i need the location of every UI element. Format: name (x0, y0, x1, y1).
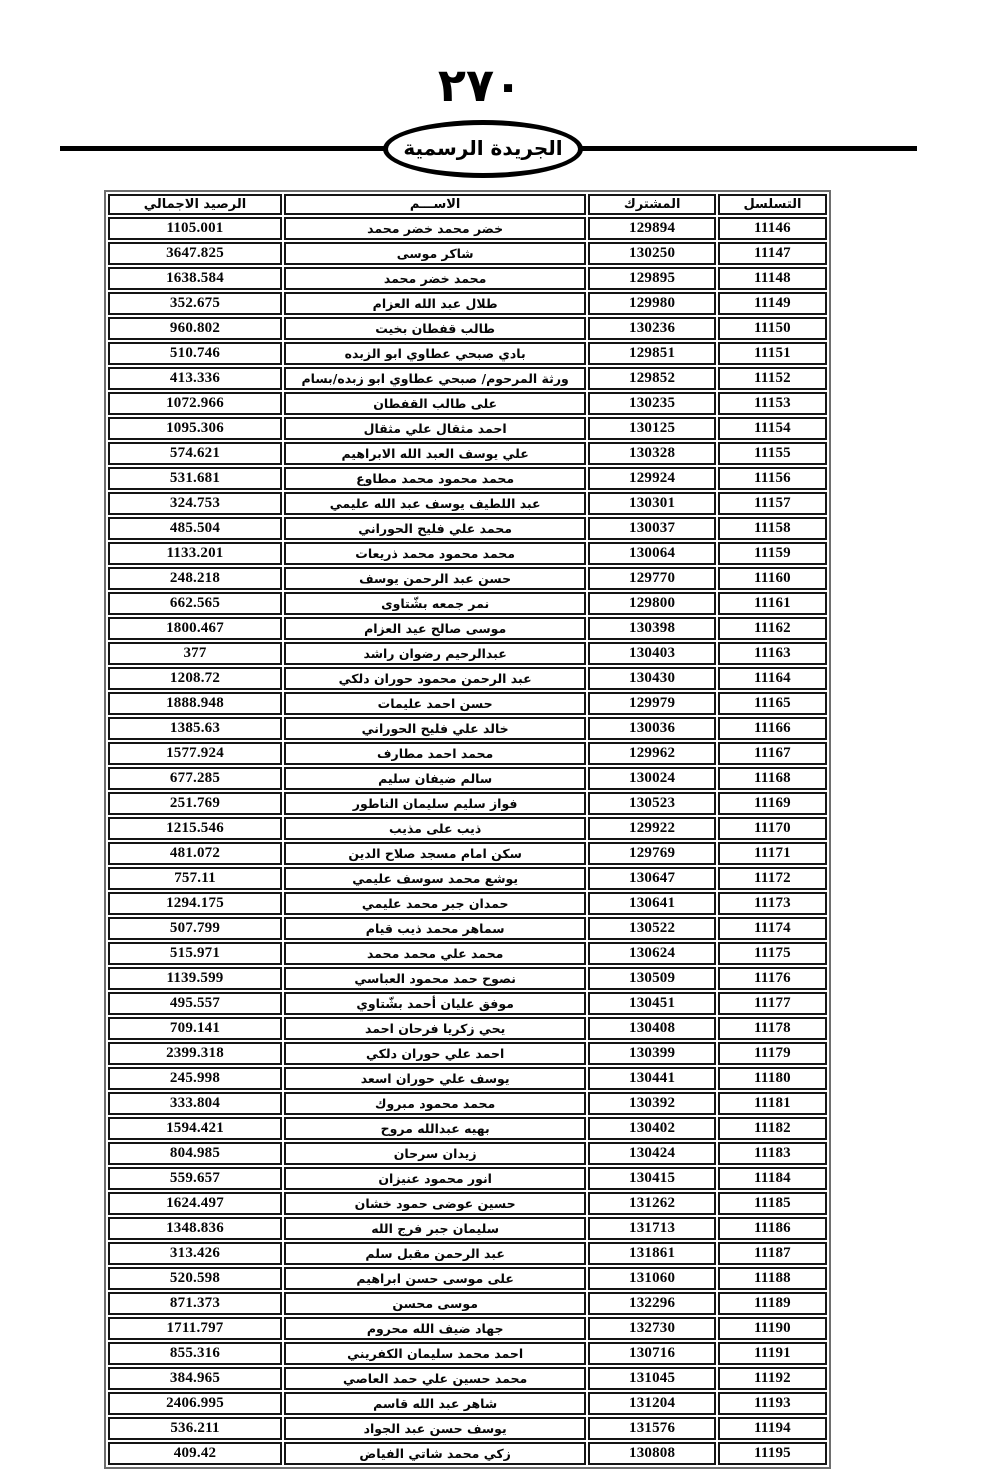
cell-balance: 515.971 (108, 942, 282, 965)
table-row (108, 1092, 827, 1115)
cell-serial: 11195 (718, 1442, 827, 1465)
cell-subscriber: 131861 (588, 1242, 716, 1265)
cell-name: محمد محمود محمد مطاوع (284, 467, 586, 490)
cell-subscriber: 129894 (588, 217, 716, 240)
table-row (108, 217, 827, 240)
cell-serial: 11152 (718, 367, 827, 390)
cell-name: محمد علي محمد محمد (284, 942, 586, 965)
cell-subscriber: 129851 (588, 342, 716, 365)
cell-balance: 1294.175 (108, 892, 282, 915)
cell-balance: 1095.306 (108, 417, 282, 440)
cell-name: سليمان جبر فرج الله (284, 1217, 586, 1240)
table-row (108, 1342, 827, 1365)
cell-name: محمد احمد مطارف (284, 742, 586, 765)
cell-subscriber: 129922 (588, 817, 716, 840)
cell-serial: 11186 (718, 1217, 827, 1240)
cell-name: بهيه عبدالله مروح (284, 1117, 586, 1140)
header-balance: الرصيد الاجمالي (108, 194, 282, 215)
cell-balance: 245.998 (108, 1067, 282, 1090)
cell-name: موسى صالح عيد العزام (284, 617, 586, 640)
cell-name: حمدان جبر محمد عليمي (284, 892, 586, 915)
cell-serial: 11188 (718, 1267, 827, 1290)
table-row (108, 767, 827, 790)
cell-balance: 1348.836 (108, 1217, 282, 1240)
header-row (108, 194, 827, 215)
cell-name: احمد محمد سليمان الكفريني (284, 1342, 586, 1365)
cell-balance: 574.621 (108, 442, 282, 465)
cell-name: موسى محسن (284, 1292, 586, 1315)
cell-serial: 11159 (718, 542, 827, 565)
cell-serial: 11175 (718, 942, 827, 965)
cell-serial: 11170 (718, 817, 827, 840)
table-row (108, 417, 827, 440)
cell-subscriber: 130064 (588, 542, 716, 565)
table-row (108, 292, 827, 315)
table-row (108, 592, 827, 615)
cell-subscriber: 130402 (588, 1117, 716, 1140)
cell-balance: 409.42 (108, 1442, 282, 1465)
cell-serial: 11151 (718, 342, 827, 365)
banner-title: الجريدة الرسمية (403, 136, 563, 160)
cell-balance: 2406.995 (108, 1392, 282, 1415)
cell-subscriber: 130036 (588, 717, 716, 740)
cell-subscriber: 132730 (588, 1317, 716, 1340)
cell-subscriber: 130647 (588, 867, 716, 890)
cell-name: على موسى حسن ابراهيم (284, 1267, 586, 1290)
cell-balance: 248.218 (108, 567, 282, 590)
cell-subscriber: 130408 (588, 1017, 716, 1040)
cell-name: بادي صبحي عطاوي ابو الزبده (284, 342, 586, 365)
table-row (108, 617, 827, 640)
cell-balance: 1800.467 (108, 617, 282, 640)
cell-name: حسن احمد عليمات (284, 692, 586, 715)
cell-serial: 11166 (718, 717, 827, 740)
table-row (108, 967, 827, 990)
cell-balance: 871.373 (108, 1292, 282, 1315)
table-row (108, 792, 827, 815)
cell-subscriber: 130236 (588, 317, 716, 340)
cell-subscriber: 131576 (588, 1417, 716, 1440)
cell-balance: 1624.497 (108, 1192, 282, 1215)
cell-balance: 313.426 (108, 1242, 282, 1265)
table-row (108, 1042, 827, 1065)
cell-serial: 11146 (718, 217, 827, 240)
cell-balance: 559.657 (108, 1167, 282, 1190)
subscribers-table-wrap (104, 190, 831, 1469)
cell-serial: 11158 (718, 517, 827, 540)
table-row (108, 442, 827, 465)
cell-balance: 677.285 (108, 767, 282, 790)
cell-serial: 11149 (718, 292, 827, 315)
cell-name: محمد حسين علي حمد العاصي (284, 1367, 586, 1390)
table-row (108, 692, 827, 715)
table-row (108, 242, 827, 265)
cell-serial: 11157 (718, 492, 827, 515)
cell-balance: 804.985 (108, 1142, 282, 1165)
cell-name: محمد خضر محمد (284, 267, 586, 290)
table-row (108, 642, 827, 665)
cell-subscriber: 130403 (588, 642, 716, 665)
cell-serial: 11163 (718, 642, 827, 665)
cell-name: عبد الرحمن مقبل سلم (284, 1242, 586, 1265)
cell-balance: 251.769 (108, 792, 282, 815)
cell-subscriber: 130808 (588, 1442, 716, 1465)
cell-name: عبد اللطيف يوسف عبد الله عليمي (284, 492, 586, 515)
cell-subscriber: 129895 (588, 267, 716, 290)
cell-name: زكي محمد شاتي الفياض (284, 1442, 586, 1465)
cell-serial: 11190 (718, 1317, 827, 1340)
cell-serial: 11154 (718, 417, 827, 440)
table-row (108, 492, 827, 515)
cell-balance: 1638.584 (108, 267, 282, 290)
cell-balance: 662.565 (108, 592, 282, 615)
cell-balance: 1208.72 (108, 667, 282, 690)
cell-balance: 485.504 (108, 517, 282, 540)
cell-balance: 709.141 (108, 1017, 282, 1040)
cell-balance: 510.746 (108, 342, 282, 365)
cell-serial: 11184 (718, 1167, 827, 1190)
table-row (108, 467, 827, 490)
cell-subscriber: 130037 (588, 517, 716, 540)
cell-subscriber: 129800 (588, 592, 716, 615)
cell-name: انور محمود عنيزان (284, 1167, 586, 1190)
cell-subscriber: 130125 (588, 417, 716, 440)
cell-name: نمر جمعه بشّتاوى (284, 592, 586, 615)
cell-name: خالد علي فليح الحوراني (284, 717, 586, 740)
cell-name: يوشع محمد سوسف عليمي (284, 867, 586, 890)
cell-balance: 1072.966 (108, 392, 282, 415)
cell-balance: 481.072 (108, 842, 282, 865)
table-row (108, 542, 827, 565)
table-row (108, 1167, 827, 1190)
cell-subscriber: 130522 (588, 917, 716, 940)
cell-name: زيدان سرحان (284, 1142, 586, 1165)
cell-serial: 11194 (718, 1417, 827, 1440)
gazette-banner (383, 120, 583, 178)
cell-subscriber: 129769 (588, 842, 716, 865)
cell-name: على طالب القفطان (284, 392, 586, 415)
cell-serial: 11167 (718, 742, 827, 765)
table-row (108, 1442, 827, 1465)
cell-serial: 11147 (718, 242, 827, 265)
cell-name: محمد محمود مبروك (284, 1092, 586, 1115)
table-row (108, 567, 827, 590)
header-name: الاســـم (284, 194, 586, 215)
cell-serial: 11173 (718, 892, 827, 915)
table-row (108, 892, 827, 915)
cell-serial: 11187 (718, 1242, 827, 1265)
cell-balance: 333.804 (108, 1092, 282, 1115)
cell-subscriber: 130415 (588, 1167, 716, 1190)
cell-name: علي يوسف العبد الله الابراهيم (284, 442, 586, 465)
cell-serial: 11189 (718, 1292, 827, 1315)
table-row (108, 267, 827, 290)
cell-name: طلال عبد الله العزام (284, 292, 586, 315)
cell-serial: 11177 (718, 992, 827, 1015)
cell-serial: 11148 (718, 267, 827, 290)
cell-name: سكن امام مسجد صلاح الدين (284, 842, 586, 865)
cell-balance: 377 (108, 642, 282, 665)
cell-serial: 11193 (718, 1392, 827, 1415)
cell-subscriber: 130398 (588, 617, 716, 640)
table-row (108, 917, 827, 940)
cell-serial: 11153 (718, 392, 827, 415)
table-row (108, 1417, 827, 1440)
cell-subscriber: 129979 (588, 692, 716, 715)
cell-serial: 11174 (718, 917, 827, 940)
cell-name: محمد علي فليح الحوراني (284, 517, 586, 540)
cell-name: يحي زكريا فرحان احمد (284, 1017, 586, 1040)
cell-subscriber: 130716 (588, 1342, 716, 1365)
cell-subscriber: 131262 (588, 1192, 716, 1215)
table-row (108, 667, 827, 690)
cell-balance: 324.753 (108, 492, 282, 515)
cell-balance: 1385.63 (108, 717, 282, 740)
table-header (108, 194, 827, 215)
cell-subscriber: 131713 (588, 1217, 716, 1240)
cell-subscriber: 130624 (588, 942, 716, 965)
cell-serial: 11178 (718, 1017, 827, 1040)
cell-serial: 11179 (718, 1042, 827, 1065)
table-row (108, 1217, 827, 1240)
cell-balance: 1133.201 (108, 542, 282, 565)
cell-serial: 11180 (718, 1067, 827, 1090)
cell-balance: 520.598 (108, 1267, 282, 1290)
table-row (108, 742, 827, 765)
cell-serial: 11176 (718, 967, 827, 990)
cell-subscriber: 130451 (588, 992, 716, 1015)
cell-balance: 495.557 (108, 992, 282, 1015)
cell-name: يوسف علي حوران اسعد (284, 1067, 586, 1090)
cell-balance: 757.11 (108, 867, 282, 890)
table-row (108, 1142, 827, 1165)
cell-serial: 11172 (718, 867, 827, 890)
table-row (108, 1267, 827, 1290)
cell-subscriber: 130301 (588, 492, 716, 515)
cell-subscriber: 129924 (588, 467, 716, 490)
cell-subscriber: 130328 (588, 442, 716, 465)
table-row (108, 1117, 827, 1140)
cell-subscriber: 130250 (588, 242, 716, 265)
cell-name: فواز سليم سليمان الناطور (284, 792, 586, 815)
cell-serial: 11169 (718, 792, 827, 815)
cell-subscriber: 131060 (588, 1267, 716, 1290)
table-body (108, 217, 827, 1465)
cell-balance: 1888.948 (108, 692, 282, 715)
table-row (108, 1067, 827, 1090)
cell-name: عبد الرحمن محمود حوران دلكي (284, 667, 586, 690)
cell-balance: 413.336 (108, 367, 282, 390)
cell-serial: 11155 (718, 442, 827, 465)
cell-serial: 11162 (718, 617, 827, 640)
cell-serial: 11165 (718, 692, 827, 715)
cell-subscriber: 130392 (588, 1092, 716, 1115)
cell-subscriber: 132296 (588, 1292, 716, 1315)
table-row (108, 1242, 827, 1265)
cell-subscriber: 131204 (588, 1392, 716, 1415)
cell-serial: 11181 (718, 1092, 827, 1115)
table-row (108, 1367, 827, 1390)
cell-name: حسين عوضى حمود خشان (284, 1192, 586, 1215)
cell-balance: 507.799 (108, 917, 282, 940)
cell-subscriber: 130399 (588, 1042, 716, 1065)
cell-subscriber: 130424 (588, 1142, 716, 1165)
cell-balance: 384.965 (108, 1367, 282, 1390)
cell-balance: 1215.546 (108, 817, 282, 840)
cell-name: شاكر موسى (284, 242, 586, 265)
table-row (108, 1317, 827, 1340)
cell-balance: 536.211 (108, 1417, 282, 1440)
cell-name: سالم ضيفان سليم (284, 767, 586, 790)
table-row (108, 717, 827, 740)
cell-balance: 960.802 (108, 317, 282, 340)
cell-serial: 11192 (718, 1367, 827, 1390)
cell-serial: 11160 (718, 567, 827, 590)
cell-serial: 11156 (718, 467, 827, 490)
cell-subscriber: 129852 (588, 367, 716, 390)
cell-balance: 2399.318 (108, 1042, 282, 1065)
cell-name: احمد علي حوران دلكي (284, 1042, 586, 1065)
cell-balance: 3647.825 (108, 242, 282, 265)
cell-subscriber: 129770 (588, 567, 716, 590)
cell-serial: 11191 (718, 1342, 827, 1365)
subscribers-table (104, 190, 831, 1469)
cell-subscriber: 129962 (588, 742, 716, 765)
table-row (108, 367, 827, 390)
cell-subscriber: 130235 (588, 392, 716, 415)
cell-balance: 1105.001 (108, 217, 282, 240)
cell-name: عبدالرحيم رضوان راشد (284, 642, 586, 665)
table-row (108, 1392, 827, 1415)
table-row (108, 842, 827, 865)
table-row (108, 992, 827, 1015)
cell-serial: 11168 (718, 767, 827, 790)
cell-name: ورثة المرحوم/ صبحي عطاوي ابو زبده/بسام (284, 367, 586, 390)
table-row (108, 1017, 827, 1040)
cell-name: يوسف حسن عبد الجواد (284, 1417, 586, 1440)
cell-balance: 1594.421 (108, 1117, 282, 1140)
table-row (108, 942, 827, 965)
cell-subscriber: 130641 (588, 892, 716, 915)
header-serial: التسلسل (718, 194, 827, 215)
cell-serial: 11185 (718, 1192, 827, 1215)
cell-name: ذيب على مذيب (284, 817, 586, 840)
cell-name: شاهر عبد الله قاسم (284, 1392, 586, 1415)
cell-name: نصوح حمد محمود العباسي (284, 967, 586, 990)
cell-subscriber: 130441 (588, 1067, 716, 1090)
cell-serial: 11164 (718, 667, 827, 690)
table-row (108, 317, 827, 340)
cell-balance: 855.316 (108, 1342, 282, 1365)
cell-subscriber: 129980 (588, 292, 716, 315)
cell-serial: 11182 (718, 1117, 827, 1140)
table-row (108, 1192, 827, 1215)
cell-name: طالب قفطان بخيت (284, 317, 586, 340)
cell-subscriber: 130523 (588, 792, 716, 815)
cell-balance: 531.681 (108, 467, 282, 490)
cell-serial: 11161 (718, 592, 827, 615)
cell-subscriber: 131045 (588, 1367, 716, 1390)
cell-balance: 1711.797 (108, 1317, 282, 1340)
table-row (108, 342, 827, 365)
cell-balance: 1577.924 (108, 742, 282, 765)
cell-name: حسن عبد الرحمن يوسف (284, 567, 586, 590)
cell-balance: 352.675 (108, 292, 282, 315)
cell-name: محمد محمود محمد ذريعات (284, 542, 586, 565)
cell-serial: 11150 (718, 317, 827, 340)
cell-name: خضر محمد خضر محمد (284, 217, 586, 240)
cell-subscriber: 130430 (588, 667, 716, 690)
cell-name: جهاد ضيف الله محروم (284, 1317, 586, 1340)
cell-balance: 1139.599 (108, 967, 282, 990)
cell-name: سماهر محمد ذيب قيام (284, 917, 586, 940)
table-row (108, 517, 827, 540)
cell-serial: 11183 (718, 1142, 827, 1165)
table-row (108, 817, 827, 840)
cell-subscriber: 130509 (588, 967, 716, 990)
table-row (108, 392, 827, 415)
header-subscriber: المشترك (588, 194, 716, 215)
page-number: ٢٧٠ (437, 58, 523, 112)
cell-subscriber: 130024 (588, 767, 716, 790)
cell-name: موفق عليان أحمد بشّتاوي (284, 992, 586, 1015)
cell-serial: 11171 (718, 842, 827, 865)
cell-name: احمد مثقال علي مثقال (284, 417, 586, 440)
table-row (108, 867, 827, 890)
table-row (108, 1292, 827, 1315)
